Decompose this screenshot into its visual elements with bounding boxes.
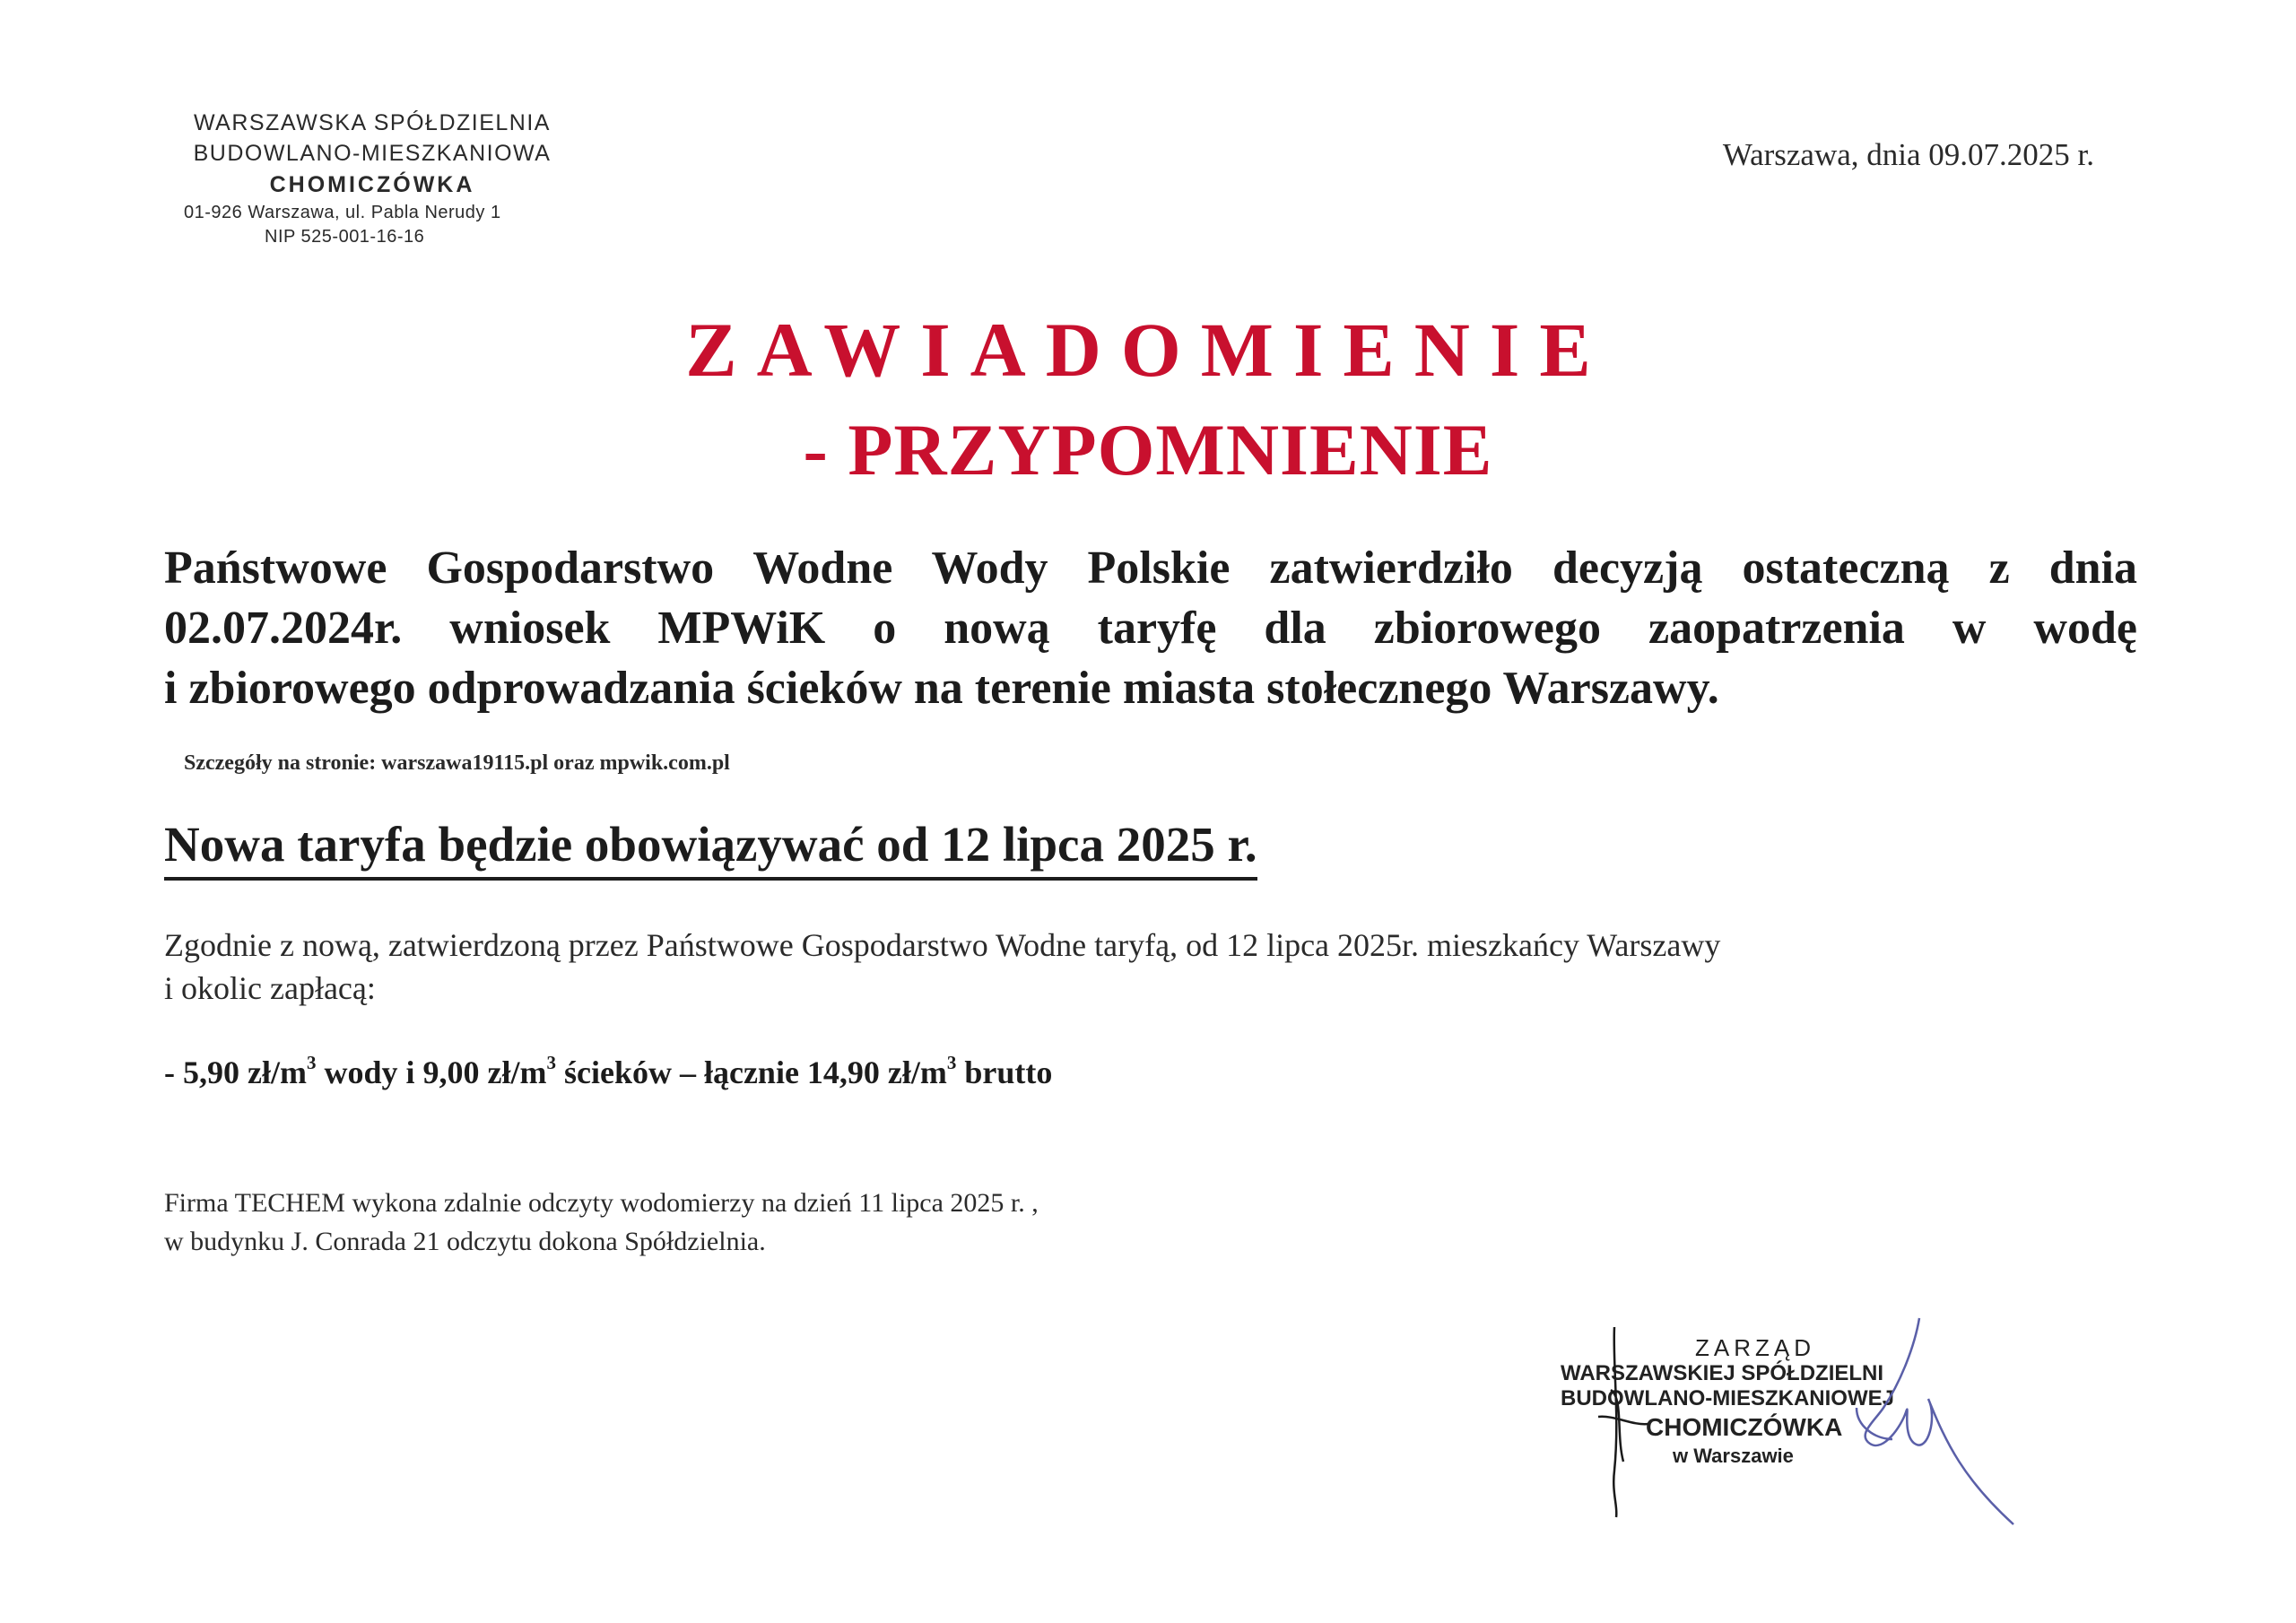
stamp-line-type: BUDOWLANO-MIESZKANIOWA [193,141,552,166]
intro-line: Zgodnie z nową, zatwierdzoną przez Państwowe Gospodarstwo Wodne taryfą, od 12 lipca 2025r. mieszkańcy Warszawy [164,927,1721,963]
price-sewage: wody i 9,00 zł/m [316,1055,547,1090]
signature-blue [1857,1318,2013,1524]
tariff-heading: Nowa taryfa będzie obowiązywać od 12 lipca 2025 r. [164,816,1257,881]
superscript: 3 [546,1052,556,1073]
lead-paragraph [164,538,2137,718]
stamp-line-name: CHOMICZÓWKA [269,172,475,197]
board-stamp-city: w Warszawie [1673,1445,1794,1467]
board-stamp-title: ZARZĄD [1695,1334,1815,1361]
stamp-line-nip: NIP 525-001-16-16 [265,227,425,247]
stamp-line-cooperative: WARSZAWSKA SPÓŁDZIELNIA [193,110,551,135]
header-stamp [184,108,561,249]
lead-line: 02.07.2024r. wniosek MPWiK o nową taryfę dla zbiorowego zaopatrzenia w wodę [164,603,2137,654]
prices-line [164,1054,1052,1091]
intro-paragraph [164,924,2137,1010]
lead-line: Państwowe Gospodarstwo Wodne Wody Polskie zatwierdziło decyzją ostateczną z dnia [164,542,2137,594]
signatures [1561,1309,2027,1533]
document-subtitle: - PRZYPOMNIENIE [803,409,1493,490]
intro-line: i okolic zapłacą: [164,970,376,1006]
board-stamp-line: WARSZAWSKIEJ SPÓŁDZIELNI [1561,1361,1884,1385]
board-stamp-line: BUDOWLANO-MIESZKANIOWEJ [1561,1386,1894,1410]
details-note: Szczegóły na stronie: warszawa19115.pl oraz mpwik.com.pl [184,751,730,775]
reading-paragraph [164,1184,1039,1261]
superscript: 3 [306,1052,317,1073]
stamp-line-address: 01-926 Warszawa, ul. Pabla Nerudy 1 [184,203,501,222]
reading-line: w budynku J. Conrada 21 odczytu dokona Spółdzielnia. [164,1227,766,1256]
reading-line: Firma TECHEM wykona zdalnie odczyty wodomierzy na dzień 11 lipca 2025 r. , [164,1188,1039,1218]
signature-black [1598,1327,1648,1517]
place-date: Warszawa, dnia 09.07.2025 r. [1722,137,2094,172]
price-gross: brutto [956,1055,1053,1090]
board-stamp-name: CHOMICZÓWKA [1646,1413,1843,1441]
price-total: ścieków – łącznie 14,90 zł/m [555,1055,947,1090]
price-water: - 5,90 zł/m [164,1055,307,1090]
superscript: 3 [946,1052,957,1073]
document-title: ZAWIADOMIENIE [685,307,1611,393]
lead-line: i zbiorowego odprowadzania ścieków na terenie miasta stołecznego Warszawy. [164,663,1719,714]
